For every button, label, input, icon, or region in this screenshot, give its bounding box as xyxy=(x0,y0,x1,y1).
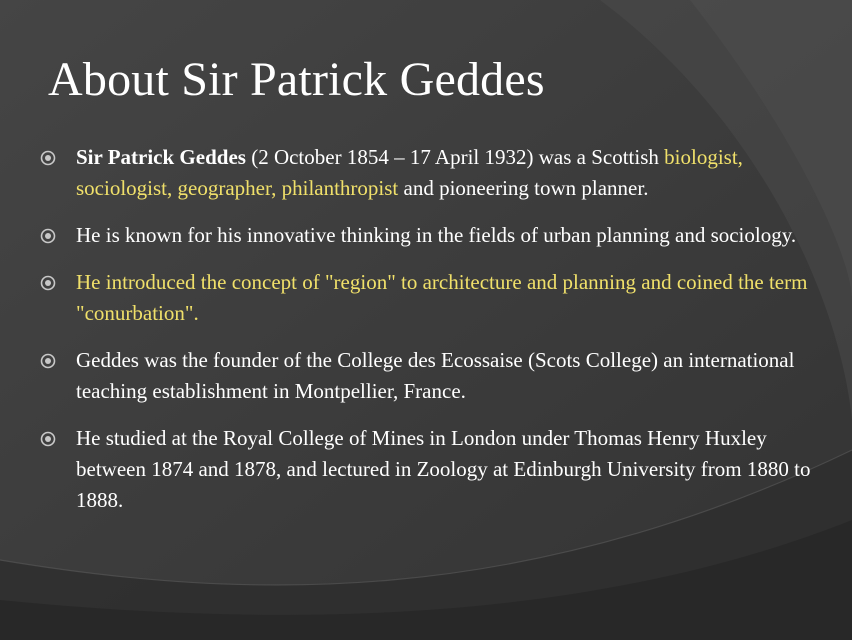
bullet-text: Geddes was the founder of the College des Ecossaise (Scots College) an international teaching establishment in Montpellier, France. xyxy=(76,348,795,403)
bullet-text: He introduced the concept of "region" to architecture and planning and coined the term "conurbation". xyxy=(76,270,808,325)
bullet-text: He studied at the Royal College of Mines in London under Thomas Henry Huxley between 1874 and 1878, and lectured in Zoology at Edinburgh University from 1880 to 1888. xyxy=(76,426,811,512)
circle-dot-icon xyxy=(40,228,56,244)
bullet-text: (2 October 1854 – 17 April 1932) was a Scottish xyxy=(245,145,665,169)
bullet-item xyxy=(40,345,830,407)
bullet-item xyxy=(40,267,830,329)
bullet-item xyxy=(40,142,830,204)
bullet-name-bold: Sir Patrick Geddes xyxy=(76,145,246,169)
circle-dot-icon xyxy=(40,275,56,291)
bullet-highlight: biologist, sociologist, geographer, philanthropist xyxy=(76,145,743,200)
bullet-item xyxy=(40,423,830,516)
bullet-text: He is known for his innovative thinking in the fields of urban planning and sociology. xyxy=(76,223,797,247)
circle-dot-icon xyxy=(40,150,56,166)
page-title: About Sir Patrick Geddes xyxy=(48,53,545,106)
bullet-text: and pioneering town planner. xyxy=(398,176,649,200)
bullet-list xyxy=(40,142,830,532)
circle-dot-icon xyxy=(40,353,56,369)
bullet-item xyxy=(40,220,830,251)
circle-dot-icon xyxy=(40,431,56,447)
